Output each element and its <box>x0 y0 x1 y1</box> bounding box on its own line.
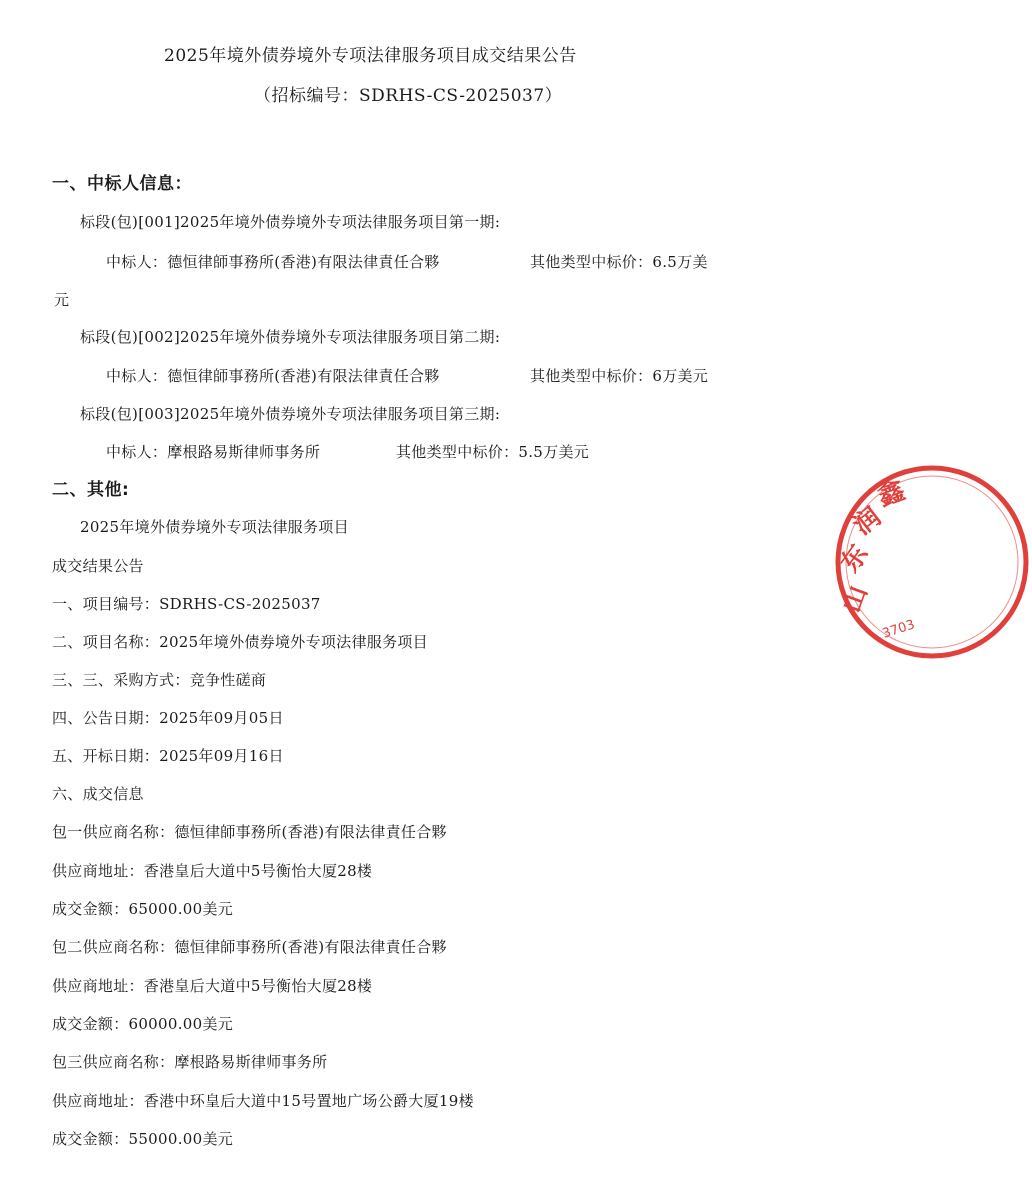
seal-char-3: 润 <box>847 501 887 542</box>
lot-3-label: 标段(包)[003]2025年境外债券境外专项法律服务项目第三期: <box>80 405 501 423</box>
lot-1-winner: 中标人：德恒律師事務所(香港)有限法律責任合夥 <box>106 253 440 271</box>
section-heading-winner-info: 一、中标人信息： <box>52 174 192 194</box>
lot-1-label: 标段(包)[001]2025年境外债券境外专项法律服务项目第一期: <box>80 213 501 231</box>
seal-char-1: 山 <box>836 581 874 617</box>
supplier-2-amount: 成交金额：60000.00美元 <box>52 1015 234 1033</box>
seal-char-2: 东 <box>835 539 875 579</box>
seal-code: 3703 <box>880 617 917 642</box>
lot-2-price: 其他类型中标价：6万美元 <box>530 367 709 385</box>
lot-3-price: 其他类型中标价：5.5万美元 <box>396 443 590 461</box>
lot-2-label: 标段(包)[002]2025年境外债券境外专项法律服务项目第二期: <box>80 328 501 346</box>
supplier-3-amount: 成交金额：55000.00美元 <box>52 1130 234 1148</box>
lot-1-price: 其他类型中标价：6.5万美 <box>530 253 708 271</box>
seal-char-4: 鑫 <box>874 475 909 513</box>
official-seal <box>832 462 1032 662</box>
other-line-deal-info: 六、成交信息 <box>52 785 144 803</box>
supplier-2-name: 包二供应商名称：德恒律師事務所(香港)有限法律責任合夥 <box>52 938 447 956</box>
supplier-1-amount: 成交金额：65000.00美元 <box>52 900 234 918</box>
other-line-announcement: 成交结果公告 <box>52 557 144 575</box>
other-line-project-title: 二、项目名称：2025年境外债券境外专项法律服务项目 <box>52 633 428 651</box>
tender-number: （招标编号：SDRHS-CS-2025037） <box>254 86 563 106</box>
other-line-project-name: 2025年境外债券境外专项法律服务项目 <box>80 518 349 536</box>
lot-3-winner: 中标人：摩根路易斯律师事务所 <box>106 443 321 461</box>
other-line-project-number: 一、项目编号：SDRHS-CS-2025037 <box>52 595 321 613</box>
lot-2-winner: 中标人：德恒律師事務所(香港)有限法律責任合夥 <box>106 367 440 385</box>
supplier-3-name: 包三供应商名称：摩根路易斯律师事务所 <box>52 1053 328 1071</box>
other-line-announcement-date: 四、公告日期：2025年09月05日 <box>52 709 284 727</box>
document-title: 2025年境外债券境外专项法律服务项目成交结果公告 <box>164 46 577 66</box>
supplier-2-address: 供应商地址：香港皇后大道中5号衡怡大厦28楼 <box>52 977 373 995</box>
other-line-procurement-method: 三、三、采购方式：竞争性磋商 <box>52 671 267 689</box>
supplier-1-name: 包一供应商名称：德恒律師事務所(香港)有限法律責任合夥 <box>52 823 447 841</box>
lot-1-price-wrap: 元 <box>54 291 70 309</box>
section-heading-other: 二、其他: <box>52 480 130 500</box>
other-line-opening-date: 五、开标日期：2025年09月16日 <box>52 747 284 765</box>
seal-inner-ring <box>846 476 1018 648</box>
supplier-3-address: 供应商地址：香港中环皇后大道中15号置地广场公爵大厦19楼 <box>52 1092 474 1110</box>
supplier-1-address: 供应商地址：香港皇后大道中5号衡怡大厦28楼 <box>52 862 373 880</box>
